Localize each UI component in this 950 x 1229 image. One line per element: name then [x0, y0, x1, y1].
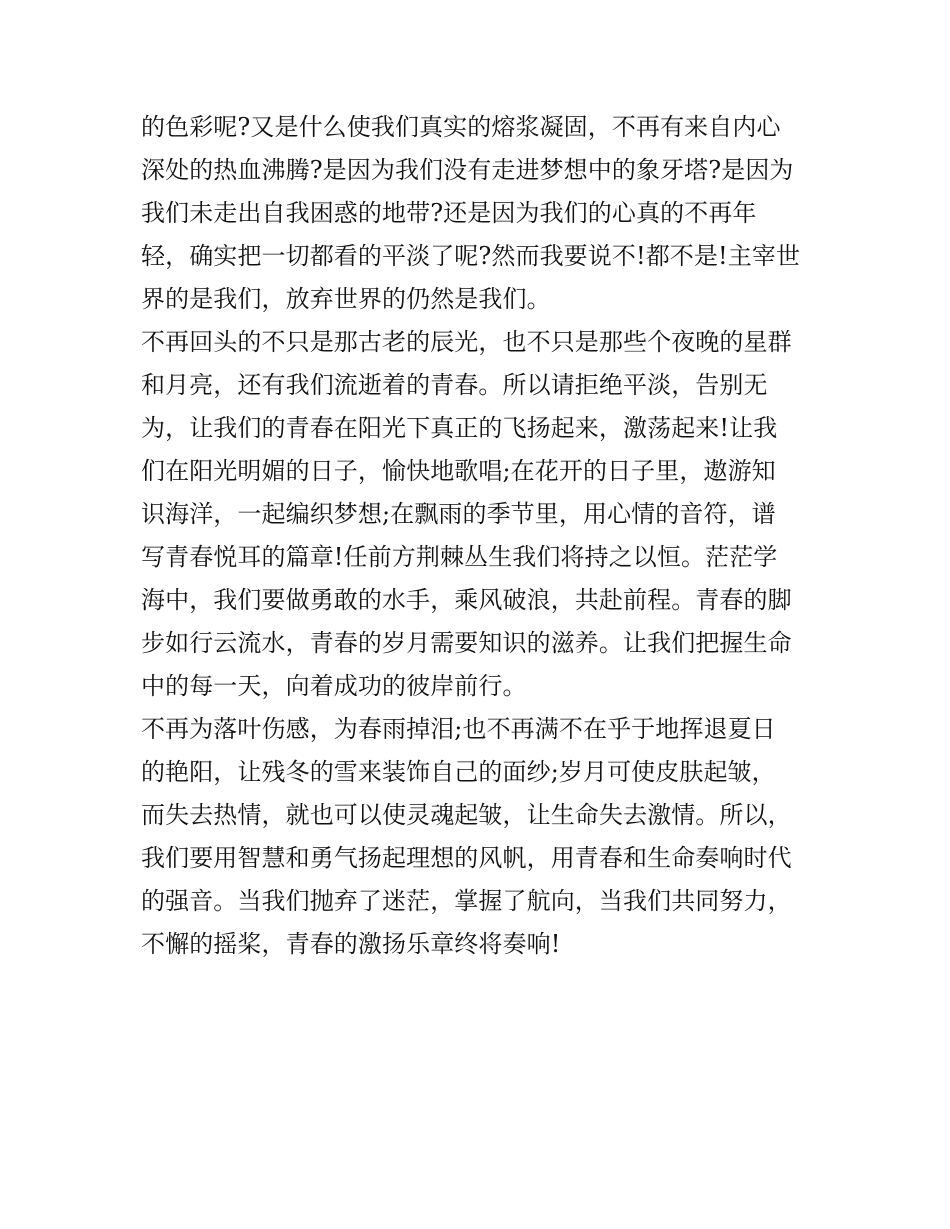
text-line: 不再回头的不只是那古老的辰光，也不只是那些个夜晚的星群	[141, 328, 792, 356]
text-line: 不再为落叶伤感，为春雨掉泪;也不再满不在乎于地挥退夏日	[141, 715, 776, 743]
text-line: 界的是我们，放弃世界的仍然是我们。	[141, 285, 551, 313]
text-line: 识海洋，一起编织梦想;在飘雨的季节里，用心情的音符，谱	[141, 500, 776, 528]
text-line: 和月亮，还有我们流逝着的青春。所以请拒绝平淡，告别无	[141, 371, 768, 399]
text-line: 我们未走出自我困惑的地带?还是因为我们的心真的不再年	[141, 199, 757, 227]
text-line: 我们要用智慧和勇气扬起理想的风帆，用青春和生命奏响时代	[141, 844, 792, 872]
text-line: 写青春悦耳的篇章!任前方荆棘丛生我们将持之以恒。茫茫学	[141, 543, 778, 571]
text-line: 步如行云流水，青春的岁月需要知识的滋养。让我们把握生命	[141, 629, 792, 657]
text-line: 深处的热血沸腾?是因为我们没有走进梦想中的象牙塔?是因为	[141, 156, 794, 184]
text-line: 的强音。当我们抛弃了迷茫，掌握了航向，当我们共同努力，	[141, 887, 792, 915]
text-line: 的艳阳，让残冬的雪来装饰自己的面纱;岁月可使皮肤起皱，	[141, 758, 776, 786]
text-line: 中的每一天，向着成功的彼岸前行。	[141, 672, 527, 700]
paragraph-3	[141, 708, 821, 966]
body-text	[141, 106, 821, 966]
paragraph-1	[141, 106, 821, 321]
text-line: 不懈的摇桨，青春的激扬乐章终将奏响!	[141, 930, 561, 958]
text-line: 为，让我们的青春在阳光下真正的飞扬起来，激荡起来!让我	[141, 414, 778, 442]
text-line: 的色彩呢?又是什么使我们真实的熔浆凝固，不再有来自内心	[141, 113, 781, 141]
text-line: 而失去热情，就也可以使灵魂起皱，让生命失去激情。所以，	[141, 801, 792, 829]
text-line: 们在阳光明媚的日子，愉快地歌唱;在花开的日子里，遨游知	[141, 457, 776, 485]
text-line: 海中，我们要做勇敢的水手，乘风破浪，共赴前程。青春的脚	[141, 586, 792, 614]
text-line: 轻，确实把一切都看的平淡了呢?然而我要说不!都不是!主宰世	[141, 242, 801, 270]
paragraph-2	[141, 321, 821, 708]
